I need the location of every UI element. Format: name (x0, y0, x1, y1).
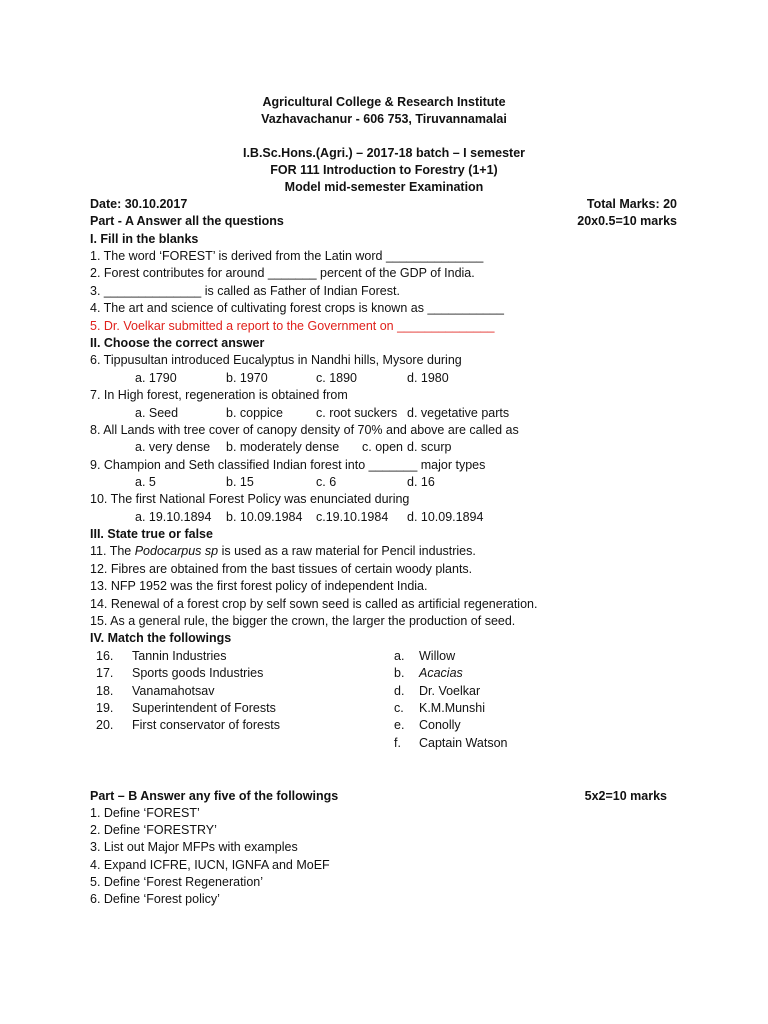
total-marks: Total Marks: 20 (586, 197, 677, 211)
match-item-20: First conservator of forests (132, 718, 280, 732)
option-7b: b. coppice (226, 406, 283, 420)
match-letter-a: a. (394, 649, 405, 663)
part-b-marks: 5x2=10 marks (584, 789, 667, 803)
option-6b: b. 1970 (226, 371, 268, 385)
programme-line: I.B.Sc.Hons.(Agri.) – 2017-18 batch – I semester (242, 146, 526, 160)
question-6: 6. Tippusultan introduced Eucalyptus in Nandhi hills, Mysore during (90, 353, 462, 367)
option-9a: a. 5 (135, 475, 156, 489)
section-heading-match: IV. Match the followings (90, 631, 232, 645)
match-option-willow: Willow (419, 649, 456, 663)
match-option-voelkar: Dr. Voelkar (419, 684, 481, 698)
question-8: 8. All Lands with tree cover of canopy density of 70% and above are called as (90, 423, 519, 437)
match-option-watson: Captain Watson (419, 736, 508, 750)
match-letter-b: b. (394, 666, 405, 680)
match-num-18: 18. (96, 684, 114, 698)
question-4: 4. The art and science of cultivating forest crops is known as ___________ (90, 301, 504, 315)
match-letter-c: c. (394, 701, 404, 715)
institution-name: Agricultural College & Research Institute (262, 95, 506, 109)
option-7d: d. vegetative parts (407, 406, 510, 420)
question-12: 12. Fibres are obtained from the bast tissues of certain woody plants. (90, 562, 473, 576)
part-b-question-3: 3. List out Major MFPs with examples (90, 840, 298, 854)
course-line: FOR 111 Introduction to Forestry (1+1) (270, 163, 498, 177)
option-8d: d. scurp (407, 440, 452, 454)
part-b-question-6: 6. Define ‘Forest policy’ (90, 892, 220, 906)
match-letter-d: d. (394, 684, 405, 698)
option-10a: a. 19.10.1894 (135, 510, 212, 524)
exam-date: Date: 30.10.2017 (90, 197, 188, 211)
question-13: 13. NFP 1952 was the first forest policy of independent India. (90, 579, 428, 593)
question-11-post: is used as a raw material for Pencil industries. (218, 544, 476, 558)
section-heading-true-false: III. State true or false (90, 527, 213, 541)
section-heading-fill-blanks: I. Fill in the blanks (90, 232, 199, 246)
match-item-16: Tannin Industries (132, 649, 227, 663)
option-9b: b. 15 (226, 475, 254, 489)
option-8c: c. open (362, 440, 404, 454)
option-6d: d. 1980 (407, 371, 449, 385)
part-a-title: Part - A Answer all the questions (90, 214, 284, 228)
question-3: 3. ______________ is called as Father of Indian Forest. (90, 284, 400, 298)
question-2: 2. Forest contributes for around _______ percent of the GDP of India. (90, 266, 475, 280)
match-letter-e: e. (394, 718, 405, 732)
question-1: 1. The word ‘FOREST’ is derived from the Latin word ______________ (90, 249, 484, 263)
section-heading-mcq: II. Choose the correct answer (90, 336, 265, 350)
part-a-marks: 20x0.5=10 marks (577, 214, 677, 228)
match-item-19: Superintendent of Forests (132, 701, 276, 715)
match-num-17: 17. (96, 666, 114, 680)
match-option-munshi: K.M.Munshi (419, 701, 485, 715)
question-15: 15. As a general rule, the bigger the crown, the larger the production of seed. (90, 614, 516, 628)
option-10d: d. 10.09.1894 (407, 510, 484, 524)
exam-title: Model mid-semester Examination (284, 180, 484, 194)
option-6c: c. 1890 (316, 371, 358, 385)
match-num-19: 19. (96, 701, 114, 715)
part-b-question-5: 5. Define ‘Forest Regeneration’ (90, 875, 264, 889)
part-b-question-4: 4. Expand ICFRE, IUCN, IGNFA and MoEF (90, 858, 330, 872)
match-num-16: 16. (96, 649, 114, 663)
part-b-title: Part – B Answer any five of the followings (90, 789, 339, 803)
match-item-18: Vanamahotsav (132, 684, 215, 698)
question-11-pre: 11. The (90, 544, 135, 558)
option-9d: d. 16 (407, 475, 435, 489)
match-option-conolly: Conolly (419, 718, 461, 732)
option-6a: a. 1790 (135, 371, 177, 385)
option-10c: c.19.10.1984 (316, 510, 389, 524)
question-11 (90, 544, 476, 559)
option-7c: c. root suckers (316, 406, 398, 420)
option-8b: b. moderately dense (226, 440, 340, 454)
institution-address: Vazhavachanur - 606 753, Tiruvannamalai (261, 112, 507, 126)
match-letter-f: f. (394, 736, 401, 750)
question-14: 14. Renewal of a forest crop by self sown seed is called as artificial regeneration. (90, 597, 538, 611)
match-option-acacias: Acacias (419, 666, 463, 680)
option-7a: a. Seed (135, 406, 179, 420)
question-11-species: Podocarpus sp (134, 544, 219, 558)
option-10b: b. 10.09.1984 (226, 510, 303, 524)
question-5: 5. Dr. Voelkar submitted a report to the Government on ______________ (90, 319, 495, 333)
option-8a: a. very dense (135, 440, 211, 454)
part-b-question-2: 2. Define ‘FORESTRY’ (90, 823, 217, 837)
match-item-17: Sports goods Industries (132, 666, 264, 680)
question-10: 10. The first National Forest Policy was enunciated during (90, 492, 410, 506)
match-num-20: 20. (96, 718, 114, 732)
part-b-question-1: 1. Define ‘FOREST’ (90, 806, 200, 820)
question-9: 9. Champion and Seth classified Indian forest into _______ major types (90, 458, 486, 472)
question-7: 7. In High forest, regeneration is obtained from (90, 388, 348, 402)
option-9c: c. 6 (316, 475, 337, 489)
